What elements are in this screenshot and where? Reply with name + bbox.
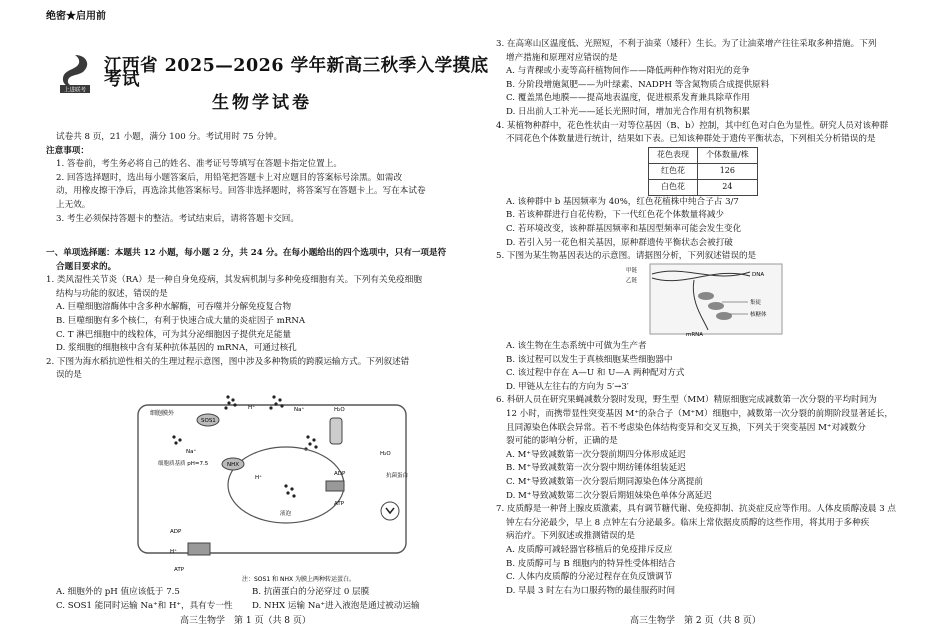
- aquaporin: [330, 418, 342, 444]
- q2-option-a: A. 细胞外的 pH 值应该低于 7.5: [56, 587, 180, 597]
- q2-stem: 2. 下图为海水稻抗逆性相关的生理过程示意图，图中涉及多种物质的跨膜运输方式。下列叙述错: [46, 356, 410, 367]
- q1-option-b: B. 巨噬细胞有多个核仁，有利于快速合成大量的炎症因子 mRNA: [56, 315, 306, 326]
- label-sos1: SOS1: [201, 418, 216, 424]
- q4-stem: 不同花色个体数量进行统计，结果如下表。已知该种群处于遗传平衡状态，下列相关分析错误的是: [506, 134, 876, 145]
- q3-stem: 增产措施和原理对应错误的是: [506, 52, 618, 63]
- label-h2o: H₂O: [334, 407, 345, 413]
- q3-q4-block: [496, 38, 888, 264]
- q2-cell-diagram: [90, 393, 426, 583]
- table-header: 个体数量/株: [698, 147, 758, 163]
- label-h-vacuole: H⁺: [255, 475, 263, 481]
- q6-stem: 6. 科研人员在研究果蝇减数分裂时发现，野生型（MM）精原细胞完成减数第一次分裂的平均时间为: [496, 395, 877, 406]
- q6-stem: 12 小时，而携带显性突变基因 M⁺的杂合子（M⁺M）细胞中，减数第一次分裂的前期阶段显著延长，: [506, 408, 894, 419]
- section-1: [46, 247, 446, 383]
- q3-stem: 3. 在高寒山区温度低、光照短，不利于油菜（矮秆）生长。为了让油菜增产往往采取多种措施。下列: [496, 39, 877, 49]
- q5-q7-block: [496, 340, 896, 598]
- section-heading: 合题目要求的。: [56, 261, 117, 272]
- q6-option-a: A. M⁺导致减数第一次分裂前期四分体形成延迟: [506, 449, 686, 460]
- label-adp-vacuole: ADP: [334, 471, 346, 477]
- q2-stem: 误的是: [56, 370, 82, 381]
- label-h-plus: H⁺: [248, 405, 256, 411]
- note-line: 3. 考生必须保持答题卡的整洁。考试结束后，请将答题卡交回。: [56, 213, 299, 224]
- q1-stem: 1. 类风湿性关节炎（RA）是一种自身免疫病，其发病机制与多种免疫细胞有关。下列有关免疫细胞: [46, 275, 422, 286]
- notes-heading: 注意事项：: [46, 145, 89, 156]
- note-line: 上无效。: [56, 199, 91, 210]
- q4-option-b: B. 若该种群进行自花传粉，下一代红色花个体数量将减少: [506, 210, 725, 221]
- q7-option-d: D. 早晨 3 时左右为口服药物的最佳服药时间: [506, 585, 676, 596]
- label-adp: ADP: [170, 529, 182, 535]
- vesicle: [381, 502, 399, 520]
- q2-options: [46, 586, 496, 613]
- q4-option-c: C. 若环境改变，该种群基因频率和基因型频率可能会发生变化: [506, 223, 742, 234]
- table-cell: 24: [698, 179, 758, 195]
- q7-stem: 病治疗。下列叙述或推测错误的是: [506, 531, 635, 542]
- q6-stem: 裂可能的影响分析，正确的是: [506, 436, 618, 447]
- q5-option-a: A. 该生物在生态系统中可做为生产者: [506, 341, 647, 351]
- q2-option-b: B. 抗菌蛋白的分泌穿过 0 层膜: [252, 587, 370, 597]
- note-line: 2. 回答选择题时，选出每小题答案后，用铅笔把答题卡上对应题目的答案标号涂黑。如需改: [56, 172, 403, 183]
- q7-stem: 7. 皮质醇是一种肾上腺皮质激素，具有调节糖代谢、免疫抑制、抗炎症反应等作用。人体皮质醇凌晨 3 点: [496, 504, 896, 515]
- q2-option-c: C. SOS1 能同时运输 Na⁺和 H⁺，具有专一性: [56, 600, 233, 611]
- subject-title: 生物学试卷: [212, 93, 312, 113]
- label-enzyme: 集徒: [750, 300, 762, 306]
- q4-option-a: A. 该种群中 b 基因频率为 40%，红色花植株中纯合子占 3/7: [506, 196, 739, 207]
- label-vacuole: 液泡: [280, 511, 292, 517]
- q4-stem: 4. 某植物种群中，花色性状由一对等位基因（B、b）控制，其中红色对白色为显性。研究人员对该种群: [496, 120, 889, 131]
- q3-option-b: B. 分阶段增施氮肥——为叶绿素、NADPH 等含氮物质合成提供原料: [506, 79, 770, 90]
- label-na-plus: Na⁺: [294, 407, 305, 413]
- left-column: [46, 0, 496, 631]
- label-na-inner: Na⁺: [186, 449, 197, 455]
- q5-gene-expression-diagram: [624, 262, 794, 338]
- label-ribosome: 核糖体: [750, 312, 767, 318]
- right-column: [496, 0, 946, 631]
- table-header: 花色表现: [649, 147, 698, 163]
- label-atp: ATP: [174, 567, 185, 573]
- q2-figure-caption: 注：SOS1 和 NHX 为膜上两种转运蛋白。: [242, 576, 355, 583]
- table-cell: 126: [698, 163, 758, 179]
- intro-text: 试卷共 8 页，21 小题，满分 100 分。考试用时 75 分钟。: [56, 132, 283, 142]
- note-line: 动，用橡皮擦干净后，再选涂其他答案标号。回答非选择题时，将答案写在答题卡上。写在本试卷: [56, 186, 426, 197]
- vacuole-pump: [326, 481, 344, 491]
- q5-option-d: D. 甲链从左往右的方向为 5′→3′: [506, 381, 629, 392]
- label-h-pump: H⁺: [170, 549, 178, 555]
- section-heading: 一、单项选择题：本题共 12 小题，每小题 2 分，共 24 分。在每小题给出的四个选项中，只有一项是符: [46, 248, 447, 258]
- confidential-label: 绝密★启用前: [46, 11, 106, 22]
- note-line: 1. 答卷前，考生务必将自己的姓名、准考证号等填写在答题卡指定位置上。: [56, 159, 342, 170]
- label-atp-vacuole: ATP: [334, 501, 345, 507]
- exam-title: 江西省 2025—2026 学年新高三秋季入学摸底考试: [104, 56, 489, 90]
- q1-stem: 结构与功能的叙述，错误的是: [56, 288, 168, 299]
- q3-option-c: C. 覆盖黑色地膜——提高地表温度，促进根系发育兼具除草作用: [506, 93, 750, 104]
- q6-stem: 且同源染色体联会异常。若不考虑染色体结构变异和交叉互换，下列关于突变基因 M⁺对减数分: [506, 422, 866, 433]
- q1-option-c: C. T 淋巴细胞中的线粒体，可为其分泌细胞因子提供充足能量: [56, 329, 292, 340]
- q7-option-b: B. 皮质醇可与 B 细胞内的特异性受体相结合: [506, 558, 676, 569]
- label-chain-b: 乙链: [626, 278, 638, 284]
- exam-logo-icon: [56, 52, 94, 94]
- q7-option-c: C. 人体内皮质醇的分泌过程存在负反馈调节: [506, 572, 673, 583]
- q1-option-a: A. 巨噬细胞溶酶体中含多种水解酶，可吞噬并分解免疫复合物: [56, 302, 292, 313]
- q7-stem: 钟左右分泌最少，早上 8 点钟左右分泌最多。临床上常依据皮质醇的这些作用，将其用于多种疾: [506, 517, 870, 528]
- q1-option-d: D. 浆细胞的细胞核中含有某种抗体基因的 mRNA，可通过核孔: [56, 343, 297, 354]
- q5-option-c: C. 该过程中存在 A—U 和 U—A 两种配对方式: [506, 368, 685, 379]
- table-cell: 白色花: [649, 179, 698, 195]
- q4-option-d: D. 若引入另一花色相关基因，原种群遗传平衡状态会被打破: [506, 237, 733, 248]
- q7-option-a: A. 皮质醇可减轻器官移植后的免疫排斥反应: [506, 544, 673, 555]
- footer-right: 高三生物学 第 2 页（共 8 页）: [630, 616, 761, 626]
- label-outside: 细胞膜外: [150, 410, 175, 417]
- label-nhx: NHX: [227, 462, 240, 468]
- logo-text: 上进联考: [63, 87, 87, 94]
- q3-option-a: A. 与青稞或小麦等高秆植物间作——降低两种作物对阳光的竞争: [506, 66, 750, 77]
- footer-left: 高三生物学 第 1 页（共 8 页）: [180, 616, 311, 626]
- q2-option-d: D. NHX 运输 Na⁺进入液泡是通过被动运输: [252, 600, 420, 611]
- label-chain-a: 甲链: [626, 268, 638, 274]
- label-h2o-inner: H₂O: [380, 451, 391, 457]
- q6-option-d: D. M⁺导致减数第二次分裂后期姐妹染色单体分离延迟: [506, 490, 712, 501]
- membrane-pump: [188, 543, 210, 555]
- q5-stem: 5. 下图为某生物基因表达的示意图。请据图分析，下列叙述错误的是: [496, 251, 757, 262]
- instructions: [46, 131, 426, 226]
- label-matrix: 细胞质基质 pH=7.5: [158, 461, 209, 467]
- q3-option-d: D. 日出前人工补光——延长光照时间，增加光合作用有机物积累: [506, 106, 751, 117]
- table-cell: 红色花: [649, 163, 698, 179]
- q4-table: [648, 147, 758, 196]
- label-dna: DNA: [752, 272, 765, 278]
- q6-option-c: C. M⁺导致减数第一次分裂后期同源染色体分离提前: [506, 476, 703, 487]
- q6-option-b: B. M⁺导致减数第一次分裂中期纺锤体组装延迟: [506, 463, 686, 474]
- q5-option-b: B. 该过程可以发生于真核细胞某些细胞器中: [506, 354, 673, 365]
- label-mrna: mRNA: [686, 332, 704, 338]
- label-antibacterial-protein: 抗菌蛋白: [386, 473, 409, 479]
